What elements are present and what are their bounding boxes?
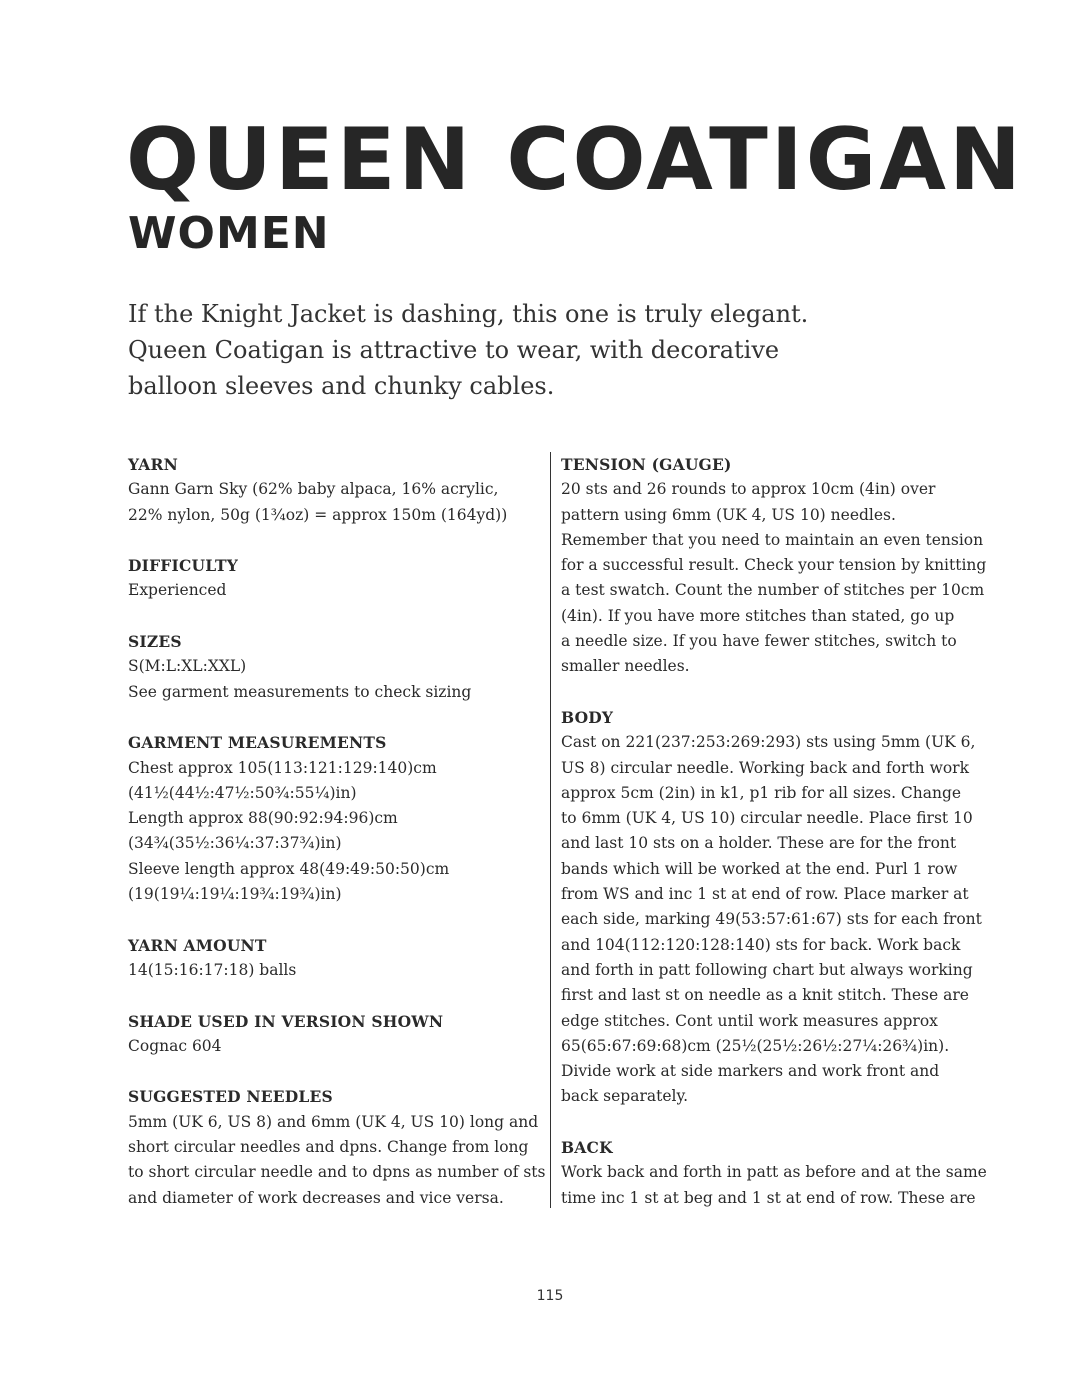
section-text-line: US 8) circular needle. Working back and forth work [561, 758, 969, 777]
section-text-line: from WS and inc 1 st at end of row. Place marker at [561, 885, 969, 904]
section-text-line: Gann Garn Sky (62% baby alpaca, 16% acrylic, [128, 480, 499, 499]
section-heading: TENSION (GAUGE) [561, 455, 732, 474]
section-text-line: Remember that you need to maintain an even tension [561, 530, 984, 549]
section-text-line: each side, marking 49(53:57:61:67) sts for each front [561, 910, 982, 929]
section-body [561, 705, 1001, 1110]
section-yarn [128, 452, 538, 528]
page-number: 115 [536, 1288, 564, 1304]
section-heading: GARMENT MEASUREMENTS [128, 733, 387, 753]
section-text-line: Work back and forth in patt as before and at the same [561, 1163, 987, 1182]
section-text-line: a needle size. If you have fewer stitches, switch to [561, 632, 957, 651]
section-yarn-amount [128, 933, 538, 984]
section-text-line: edge stitches. Cont until work measures approx [561, 1011, 938, 1030]
section-text-line: and forth in patt following chart but always working [561, 960, 973, 979]
section-text-line: 65(65:67:69:68)cm (25½(25½:26½:27¼:26¾)in). [561, 1036, 950, 1055]
section-text-line: 14(15:16:17:18) balls [128, 960, 297, 979]
section-text-line: back separately. [561, 1087, 689, 1106]
section-text-line: (4in). If you have more stitches than stated, go up [561, 606, 955, 625]
section-heading: YARN [128, 455, 178, 474]
section-text-line: Divide work at side markers and work front and [561, 1062, 940, 1081]
section-text-line: to 6mm (UK 4, US 10) circular needle. Place first 10 [561, 809, 973, 828]
section-text-line: Sleeve length approx 48(49:49:50:50)cm [128, 859, 450, 878]
section-text-line: Cognac 604 [128, 1036, 222, 1055]
section-text-line: 20 sts and 26 rounds to approx 10cm (4in) over [561, 480, 936, 499]
section-text-line: to short circular needle and to dpns as number of sts [128, 1163, 546, 1182]
section-heading: SIZES [128, 632, 182, 652]
section-heading: SUGGESTED NEEDLES [128, 1087, 333, 1107]
section-text-line: first and last st on needle as a knit stitch. These are [561, 986, 969, 1005]
section-tension-gauge [561, 452, 1001, 680]
section-text-line: (41½(44½:47½:50¾:55¼)in) [128, 783, 357, 802]
section-text-line: Experienced [128, 581, 227, 600]
section-text-line: and 104(112:120:128:140) sts for back. Work back [561, 935, 961, 954]
section-text-line: time inc 1 st at beg and 1 st at end of row. These are [561, 1188, 976, 1207]
section-text-line: pattern using 6mm (UK 4, US 10) needles. [561, 505, 896, 524]
section-text-line: (34¾(35½:36¼:37:37¾)in) [128, 834, 342, 853]
section-heading: BODY [561, 707, 614, 727]
section-back [561, 1135, 1001, 1208]
section-text-line: (19(19¼:19¼:19¾:19¾)in) [128, 885, 342, 904]
page-subtitle: WOMEN [128, 208, 330, 259]
section-text-line: and last 10 sts on a holder. These are for the front [561, 834, 957, 853]
section-text-line: Length approx 88(90:92:94:96)cm [128, 809, 398, 828]
section-text-line: a test swatch. Count the number of stitches per 10cm [561, 581, 985, 600]
section-text-line: 22% nylon, 50g (1¾oz) = approx 150m (164yd)) [128, 505, 508, 524]
section-text-line: See garment measurements to check sizing [128, 682, 472, 701]
section-heading: SHADE USED IN VERSION SHOWN [128, 1011, 444, 1031]
section-shade-used-in-version-shown [128, 1009, 538, 1060]
section-text-line: short circular needles and dpns. Change from long [128, 1138, 529, 1157]
section-suggested-needles [128, 1084, 546, 1210]
section-text-line: smaller needles. [561, 657, 690, 676]
pattern-details-column [128, 452, 546, 1236]
section-text-line: bands which will be worked at the end. Purl 1 row [561, 859, 958, 878]
intro-paragraph: If the Knight Jacket is dashing, this one is truly elegant. Queen Coatigan is attractive to wear, with decorative balloon sleeves and chunky cables. [128, 300, 809, 400]
section-text-line: for a successful result. Check your tension by knitting [561, 556, 987, 575]
section-heading: BACK [561, 1138, 613, 1158]
section-garment-measurements [128, 730, 538, 907]
section-difficulty [128, 553, 538, 604]
page-title: QUEEN COATIGAN [126, 110, 1024, 210]
section-text-line: approx 5cm (2in) in k1, p1 rib for all sizes. Change [561, 783, 962, 802]
section-text-line: S(M:L:XL:XXL) [128, 657, 247, 676]
section-text-line: 5mm (UK 6, US 8) and 6mm (UK 4, US 10) long and [128, 1112, 539, 1131]
section-text-line: Chest approx 105(113:121:129:140)cm [128, 758, 437, 777]
section-sizes [128, 629, 538, 705]
section-heading: YARN AMOUNT [128, 935, 267, 955]
section-text-line: and diameter of work decreases and vice versa. [128, 1188, 504, 1207]
section-heading: DIFFICULTY [128, 556, 239, 576]
pattern-instructions-column [550, 452, 1001, 1208]
section-text-line: Cast on 221(237:253:269:293) sts using 5mm (UK 6, [561, 733, 976, 752]
